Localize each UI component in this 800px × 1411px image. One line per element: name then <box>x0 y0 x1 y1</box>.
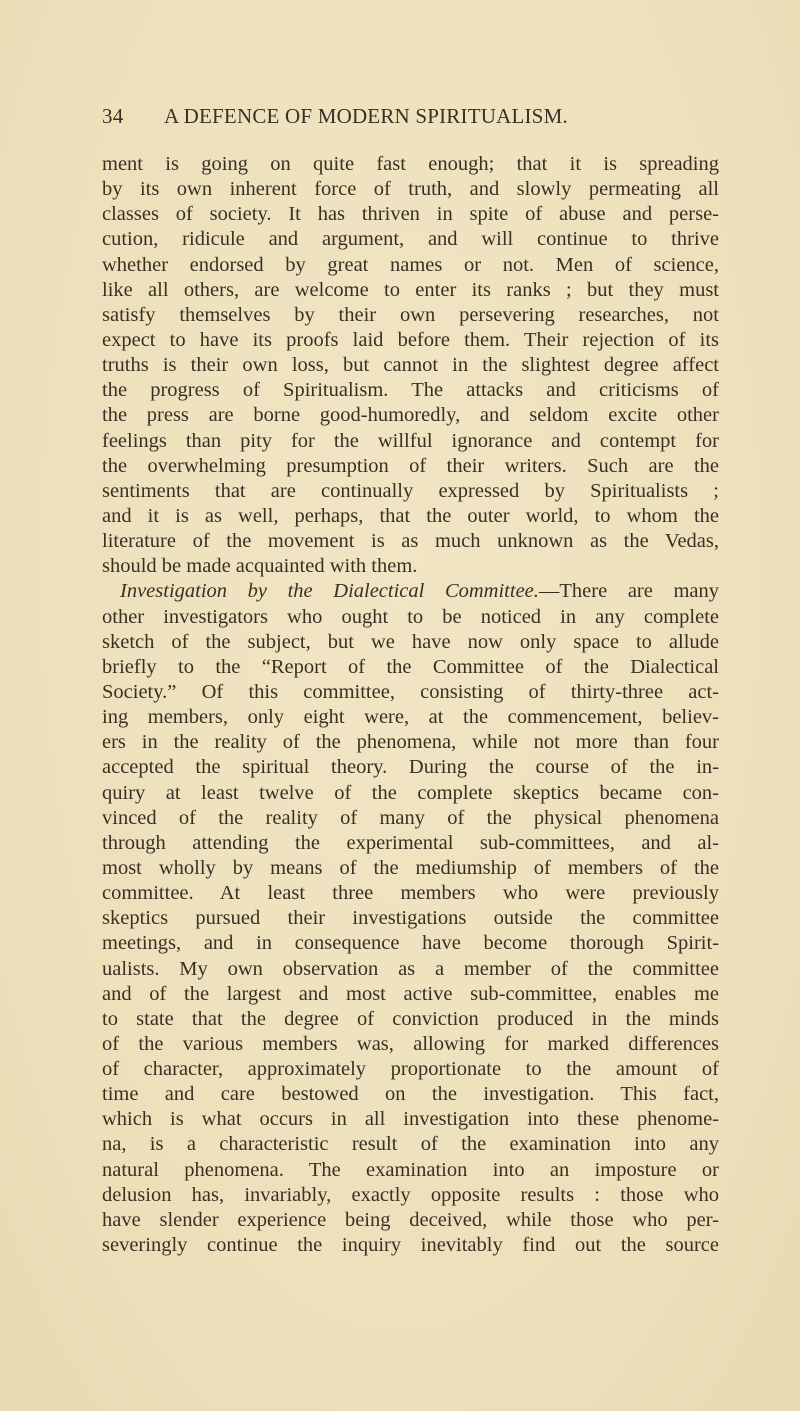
text-line: of the various members was, allowing for marked differences <box>102 1032 719 1055</box>
text-line: like all others, are welcome to enter its ranks ; but they must <box>102 278 719 301</box>
text-line: skeptics pursued their investigations outside the committee <box>102 907 719 930</box>
text-line: accepted the spiritual theory. During the course of the in- <box>102 756 719 779</box>
text-line: which is what occurs in all investigation into these phenome- <box>102 1108 719 1131</box>
section-heading: Investigation by the Dialectical Committee. <box>120 580 539 603</box>
text-line: literature of the movement is as much unknown as the Vedas, <box>102 530 719 553</box>
text-line: other investigators who ought to be noticed in any complete <box>102 605 719 628</box>
text-line: ualists. My own observation as a member of the committee <box>102 957 719 980</box>
page-number: 34 <box>102 104 124 128</box>
text-line: through attending the experimental sub-committees, and al- <box>102 831 719 854</box>
text-line: time and care bestowed on the investigation. This fact, <box>102 1083 719 1106</box>
text-line: committee. At least three members who were previously <box>102 882 719 905</box>
running-header <box>102 104 672 132</box>
text-line: have slender experience being deceived, while those who per- <box>102 1208 719 1231</box>
text-line: cution, ridicule and argument, and will continue to thrive <box>102 228 719 251</box>
text-line: of character, approximately proportionate to the amount of <box>102 1058 719 1081</box>
text-line: most wholly by means of the mediumship of members of the <box>102 856 719 879</box>
text-line: severingly continue the inquiry inevitably find out the source <box>102 1234 719 1257</box>
body-text <box>102 152 719 1258</box>
text-line: and it is as well, perhaps, that the outer world, to whom the <box>102 504 719 527</box>
text-line: quiry at least twelve of the complete skeptics became con- <box>102 781 719 804</box>
section-heading-rest: —There are many <box>538 580 719 603</box>
text-line: sentiments that are continually expressed by Spiritualists ; <box>102 479 719 502</box>
text-line: should be made acquainted with them. <box>102 555 418 578</box>
text-line: briefly to the “Report of the Committee of the Dialectical <box>102 655 719 678</box>
text-line: na, is a characteristic result of the examination into any <box>102 1133 719 1156</box>
text-line: truths is their own loss, but cannot in the slightest degree affect <box>102 354 719 377</box>
text-line: the progress of Spiritualism. The attacks and criticisms of <box>102 379 719 402</box>
text-line: the overwhelming presumption of their writers. Such are the <box>102 454 719 477</box>
text-line: whether endorsed by great names or not. Men of science, <box>102 253 719 276</box>
text-line: vinced of the reality of many of the physical phenomena <box>102 806 719 829</box>
running-title: A DEFENCE OF MODERN SPIRITUALISM. <box>164 104 568 128</box>
section-heading-line <box>102 579 719 604</box>
text-line: delusion has, invariably, exactly opposite results : those who <box>102 1183 719 1206</box>
text-line: meetings, and in consequence have become thorough Spirit- <box>102 932 719 955</box>
text-line: satisfy themselves by their own persevering researches, not <box>102 303 719 326</box>
text-line: by its own inherent force of truth, and slowly permeating all <box>102 178 719 201</box>
text-line: natural phenomena. The examination into an imposture or <box>102 1158 719 1181</box>
text-line: ers in the reality of the phenomena, while not more than four <box>102 731 719 754</box>
text-line: the press are borne good-humoredly, and seldom excite other <box>102 404 719 427</box>
text-line: feelings than pity for the willful ignorance and contempt for <box>102 429 719 452</box>
text-line: Society.” Of this committee, consisting of thirty-three act- <box>102 680 719 703</box>
text-line: and of the largest and most active sub-committee, enables me <box>102 982 719 1005</box>
text-line: classes of society. It has thriven in spite of abuse and perse- <box>102 203 719 226</box>
text-line: expect to have its proofs laid before them. Their rejection of its <box>102 328 719 351</box>
text-line: sketch of the subject, but we have now only space to allude <box>102 630 719 653</box>
text-line: to state that the degree of conviction produced in the minds <box>102 1007 719 1030</box>
text-line: ment is going on quite fast enough; that it is spreading <box>102 153 719 175</box>
text-line: ing members, only eight were, at the commencement, believ- <box>102 706 719 729</box>
